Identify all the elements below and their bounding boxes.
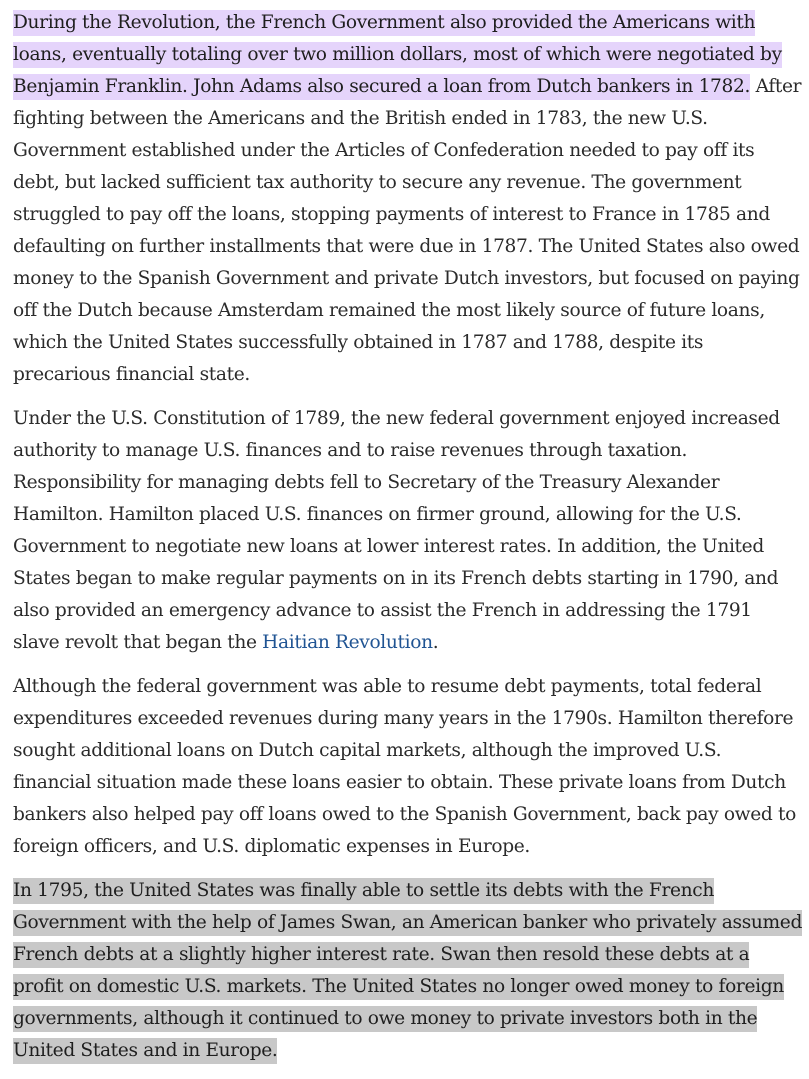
paragraph-revolution-loans — [13, 7, 803, 391]
highlighted-text-gray[interactable]: In 1795, the United States was finally able to settle its debts with the French Government with the help of James Swan, an American banker who privately assumed French debts at a slightly higher interest rate. Swan then resold these debts at a profit on domestic U.S. markets. The United States no longer owed money to foreign governments, although it continued to owe money to private investors both in the United States and in Europe. — [13, 878, 802, 1064]
paragraph-debt-settlement — [13, 875, 803, 1067]
paragraph-dutch-loans — [13, 671, 803, 863]
highlighted-text-purple[interactable]: During the Revolution, the French Government also provided the Americans with loans, eventually totaling over two million dollars, most of which were negotiated by Benjamin Franklin. John Adams also secured a loan from Dutch bankers in 1782. — [13, 10, 782, 100]
haitian-revolution-link[interactable]: Haitian Revolution — [262, 632, 433, 653]
paragraph-text: Although the federal government was able to resume debt payments, total federal expenditures exceeded revenues during many years in the 1790s. Hamilton therefore sought additional loans on Dutch capital markets, although the improved U.S. financial situation made these loans easier to obtain. These private loans from Dutch bankers also helped pay off loans owed to the Spanish Government, back pay owed to foreign officers, and U.S. diplomatic expenses in Europe. — [13, 676, 796, 857]
paragraph-text: . — [432, 632, 439, 653]
article-body — [13, 7, 803, 1079]
paragraph-text: After fighting between the Americans and the British ended in 1783, the new U.S. Government established under the Articles of Confederation needed to pay off its debt, but lacked sufficient tax authority to secure any revenue. The government struggled to pay off the loans, stopping payments of interest to France in 1785 and defaulting on further installments that were due in 1787. The United States also owed money to the Spanish Government and private Dutch investors, but focused on paying off the Dutch because Amsterdam remained the most likely source of future loans, which the United States successfully obtained in 1787 and 1788, despite its precarious financial state. — [13, 76, 802, 385]
paragraph-text: Under the U.S. Constitution of 1789, the new federal government enjoyed increased authority to manage U.S. finances and to raise revenues through taxation. Responsibility for managing debts fell to Secretary of the Treasury Alexander Hamilton. Hamilton placed U.S. finances on firmer ground, allowing for the U.S. Government to negotiate new loans at lower interest rates. In addition, the United States began to make regular payments on in its French debts starting in 1790, and also provided an emergency advance to assist the French in addressing the 1791 slave revolt that began the — [13, 408, 780, 653]
paragraph-constitution — [13, 403, 803, 659]
